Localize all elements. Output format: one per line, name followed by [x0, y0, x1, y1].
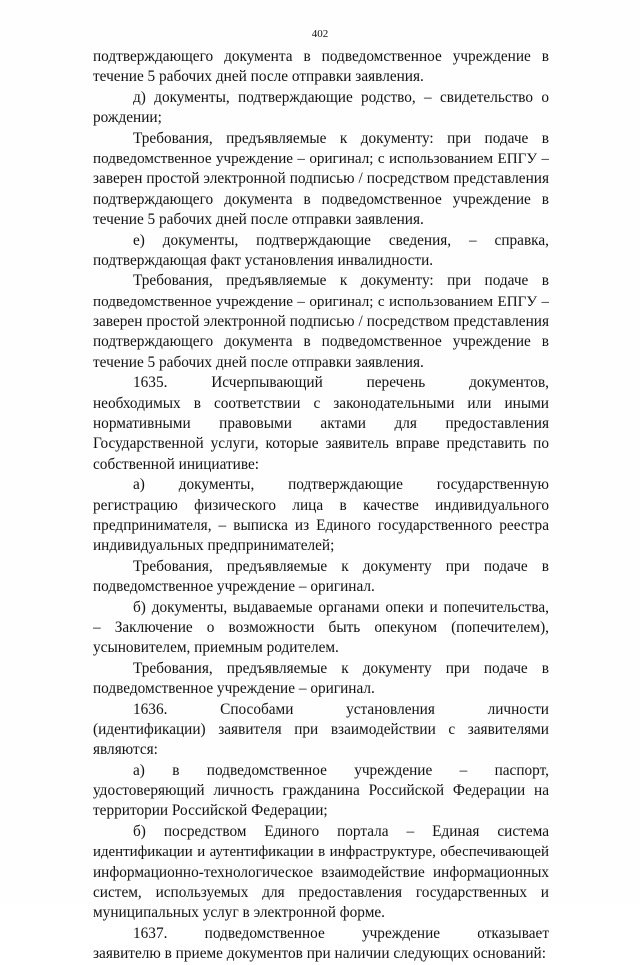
text-line: подведомственное учреждение – оригинал; с использованием ЕПГУ –	[93, 293, 549, 310]
text-line: б) посредством Единого портала – Единая система	[133, 822, 549, 840]
text-line: систем, используемых для предоставления государственных и	[93, 884, 549, 902]
text-line: регистрацию физического лица в качестве индивидуального	[93, 496, 549, 514]
text-line: необходимых в соответствии с законодательными или иными	[93, 394, 549, 412]
text-line: – Заключение о возможности быть опекуном (попечителем),	[93, 618, 549, 636]
text-line: течение 5 рабочих дней после отправки заявления.	[93, 68, 424, 86]
text-line: 1637. подведомственное учреждение отказывает	[133, 924, 549, 942]
text-line: 1635. Исчерпывающий перечень документов,	[133, 374, 549, 392]
text-line: территории Российской Федерации;	[93, 802, 328, 820]
text-line: рождении;	[93, 109, 162, 127]
text-line: заверен простой электронной подписью / посредством представления	[93, 313, 549, 331]
text-line: нормативными правовыми актами для предоставления	[93, 415, 549, 433]
text-line: подведомственное учреждение – оригинал.	[93, 680, 375, 698]
text-line: подведомственное учреждение – оригинал; с использованием ЕПГУ –	[93, 150, 549, 167]
text-line: предпринимателя, – выписка из Единого государственного реестра	[93, 516, 549, 534]
text-line: течение 5 рабочих дней после отправки заявления.	[93, 353, 424, 371]
text-line: подведомственное учреждение – оригинал.	[93, 578, 375, 596]
text-line: Требования, предъявляемые к документу при подаче в	[133, 659, 549, 677]
page-number: 402	[311, 28, 329, 40]
text-line: течение 5 рабочих дней после отправки заявления.	[93, 211, 424, 229]
text-line: а) документы, подтверждающие государственную	[133, 476, 549, 494]
text-line: идентификации и аутентификации в инфраструктуре, обеспечивающей	[93, 844, 549, 861]
text-line: муниципальных услуг в электронной форме.	[93, 904, 386, 922]
text-line: е) документы, подтверждающие сведения, – справка,	[133, 231, 549, 249]
text-line: индивидуальных предпринимателей;	[93, 537, 335, 555]
text-line: удостоверяющий личность гражданина Российской Федерации на	[93, 782, 549, 800]
text-line: б) документы, выдаваемые органами опеки и попечительства,	[133, 598, 549, 616]
text-line: усыновителем, приемным родителем.	[93, 639, 339, 657]
text-line: заверен простой электронной подписью / посредством представления	[93, 170, 549, 188]
text-line: заявителю в приеме документов при наличии следующих оснований:	[93, 945, 546, 963]
text-line: 1636. Способами установления личности	[133, 700, 549, 718]
text-line: Требования, предъявляемые к документу: при подаче в	[133, 129, 549, 147]
text-line: подтверждающего документа в подведомственное учреждение в	[93, 48, 549, 65]
text-line: подтверждающего документа в подведомственное учреждение в	[93, 190, 549, 208]
text-line: являются:	[93, 741, 158, 759]
text-line: информационно-технологическое взаимодействие информационных	[93, 863, 549, 881]
text-line: подтверждающего документа в подведомственное учреждение в	[93, 333, 549, 351]
document-body	[93, 47, 549, 965]
text-line: собственной инициативе:	[93, 455, 260, 473]
text-line: д) документы, подтверждающие родство, – свидетельство о	[133, 88, 549, 106]
text-line: Требования, предъявляемые к документу при подаче в	[133, 557, 549, 575]
text-line: (идентификации) заявителя при взаимодействии с заявителями	[93, 720, 549, 738]
text-line: а) в подведомственное учреждение – паспорт,	[133, 761, 549, 779]
text-line: подтверждающая факт установления инвалидности.	[93, 251, 434, 269]
text-line: Требования, предъявляемые к документу: при подаче в	[133, 272, 549, 290]
text-line: Государственной услуги, которые заявитель вправе представить по	[93, 435, 549, 453]
